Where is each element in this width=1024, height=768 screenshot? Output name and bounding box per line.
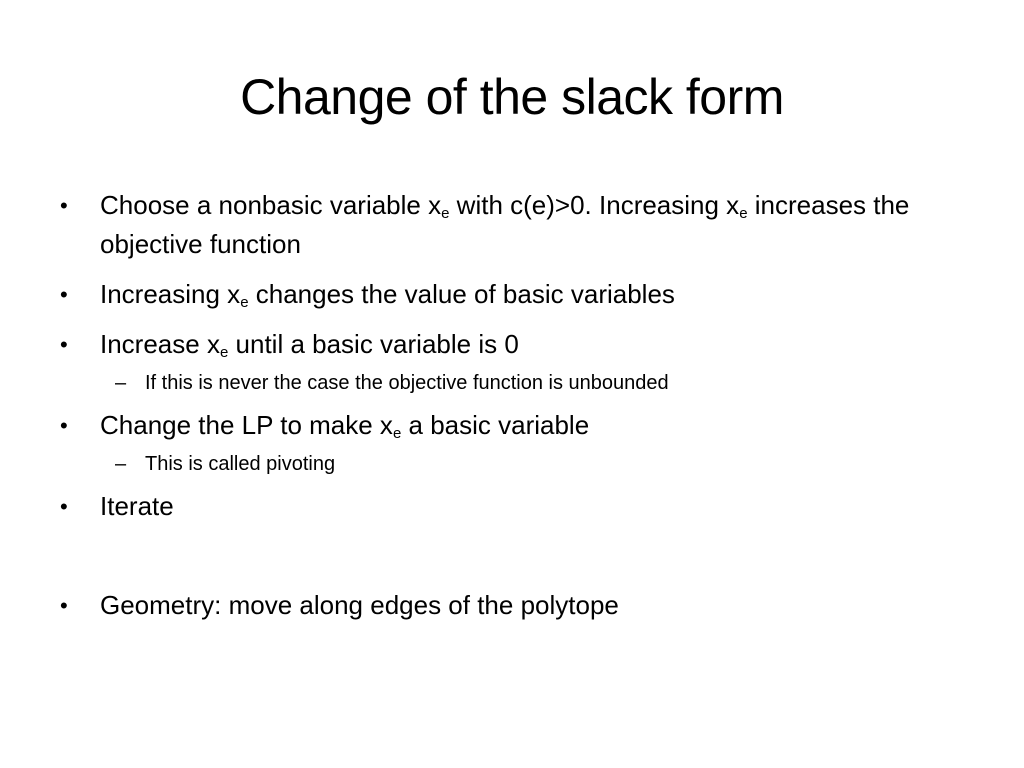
bullet-text: Iterate [100, 491, 174, 521]
bullet-text: Geometry: move along edges of the polytope [100, 590, 619, 620]
sub-bullet-marker: – [115, 372, 127, 394]
bullet-item-change-lp [60, 406, 960, 445]
sub-item-text: This is called pivoting [145, 453, 336, 475]
bullet-text: Change the LP to make $x_e$ a basic variable [100, 410, 590, 442]
bullet-text: Increasing $x_e$ changes the value of basic variables [100, 279, 675, 311]
bullet-item-choose-variable [60, 186, 960, 264]
sub-item-pivoting [60, 450, 960, 478]
bullet-text: Choose a nonbasic variable $x_e$ with c(e)>0. Increasing $x_e$ increases the objective function [100, 190, 910, 259]
sub-item-text: If this is never the case the objective function is unbounded [145, 372, 669, 394]
sub-item-unbounded [60, 369, 960, 397]
sub-bullet-marker: – [115, 453, 127, 475]
bullet-item-geometry [60, 586, 960, 625]
bullet-text: Increase $x_e$ until a basic variable is 0 [100, 329, 519, 361]
bullet-item-increasing-changes [60, 275, 960, 314]
bullet-marker: • [60, 413, 68, 438]
bullet-marker: • [60, 193, 68, 218]
bullet-marker: • [60, 332, 68, 357]
slide-body [60, 186, 960, 636]
bullet-item-iterate [60, 487, 960, 526]
bullet-marker: • [60, 593, 68, 618]
bullet-marker: • [60, 282, 68, 307]
slide-title: Change of the slack form [240, 69, 784, 125]
bullet-item-increase-until [60, 325, 960, 364]
bullet-marker: • [60, 494, 68, 519]
spacer [60, 537, 960, 586]
